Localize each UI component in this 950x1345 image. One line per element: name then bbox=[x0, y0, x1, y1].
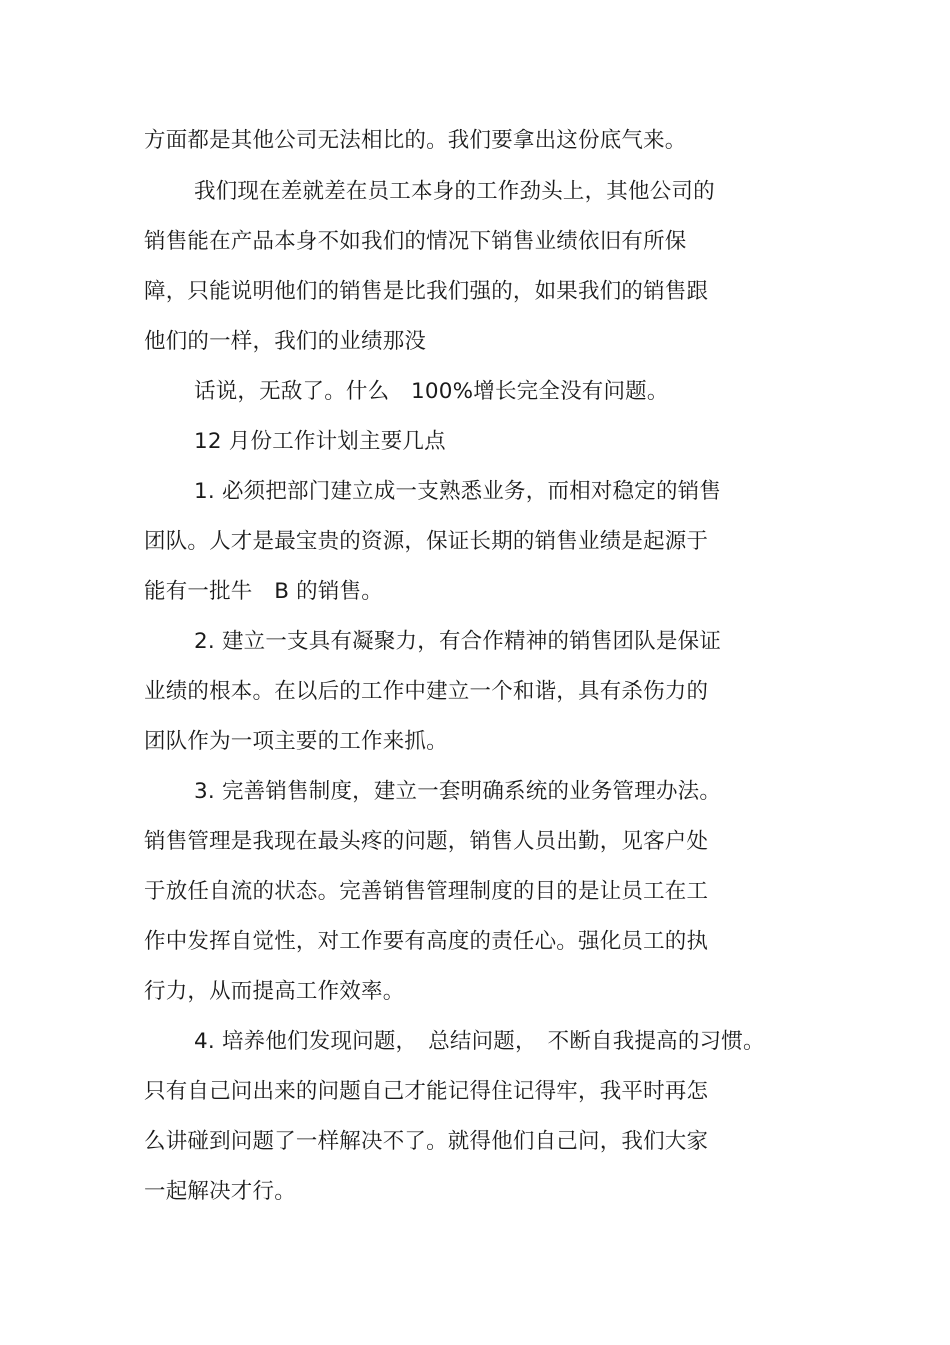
text-line: 能有一批牛 B 的销售。 bbox=[144, 579, 383, 604]
text-line: 团队作为一项主要的工作来抓。 bbox=[144, 729, 448, 754]
text-line: 我们现在差就差在员工本身的工作劲头上，其他公司的 bbox=[194, 179, 715, 204]
list-item: 2. 建立一支具有凝聚力，有合作精神的销售团队是保证 bbox=[194, 629, 722, 654]
list-item: 1. 必须把部门建立成一支熟悉业务，而相对稳定的销售 bbox=[194, 479, 722, 504]
text-line: 话说，无敌了。什么 100%增长完全没有问题。 bbox=[194, 379, 669, 404]
text-line: 么讲碰到问题了一样解决不了。就得他们自己问，我们大家 bbox=[144, 1129, 709, 1154]
text-line: 团队。人才是最宝贵的资源，保证长期的销售业绩是起源于 bbox=[144, 529, 709, 554]
text-line: 作中发挥自觉性，对工作要有高度的责任心。强化员工的执 bbox=[144, 929, 709, 954]
text-line: 行力，从而提高工作效率。 bbox=[144, 979, 405, 1004]
text-line: 于放任自流的状态。完善销售管理制度的目的是让员工在工 bbox=[144, 879, 709, 904]
text-line: 障，只能说明他们的销售是比我们强的，如果我们的销售跟 bbox=[144, 279, 709, 304]
text-line: 他们的一样，我们的业绩那没 bbox=[144, 329, 427, 354]
list-item: 3. 完善销售制度，建立一套明确系统的业务管理办法。 bbox=[194, 779, 722, 804]
text-line: 销售能在产品本身不如我们的情况下销售业绩依旧有所保 bbox=[144, 229, 687, 254]
section-heading: 12 月份工作计划主要几点 bbox=[194, 429, 446, 454]
text-line: 业绩的根本。在以后的工作中建立一个和谐，具有杀伤力的 bbox=[144, 679, 709, 704]
text-line: 只有自己问出来的问题自己才能记得住记得牢，我平时再怎 bbox=[144, 1079, 709, 1104]
list-item: 4. 培养他们发现问题， 总结问题， 不断自我提高的习惯。 bbox=[194, 1029, 765, 1054]
text-line: 方面都是其他公司无法相比的。我们要拿出这份底气来。 bbox=[144, 128, 687, 153]
text-line: 销售管理是我现在最头疼的问题，销售人员出勤，见客户处 bbox=[144, 829, 709, 854]
text-line: 一起解决才行。 bbox=[144, 1179, 296, 1204]
